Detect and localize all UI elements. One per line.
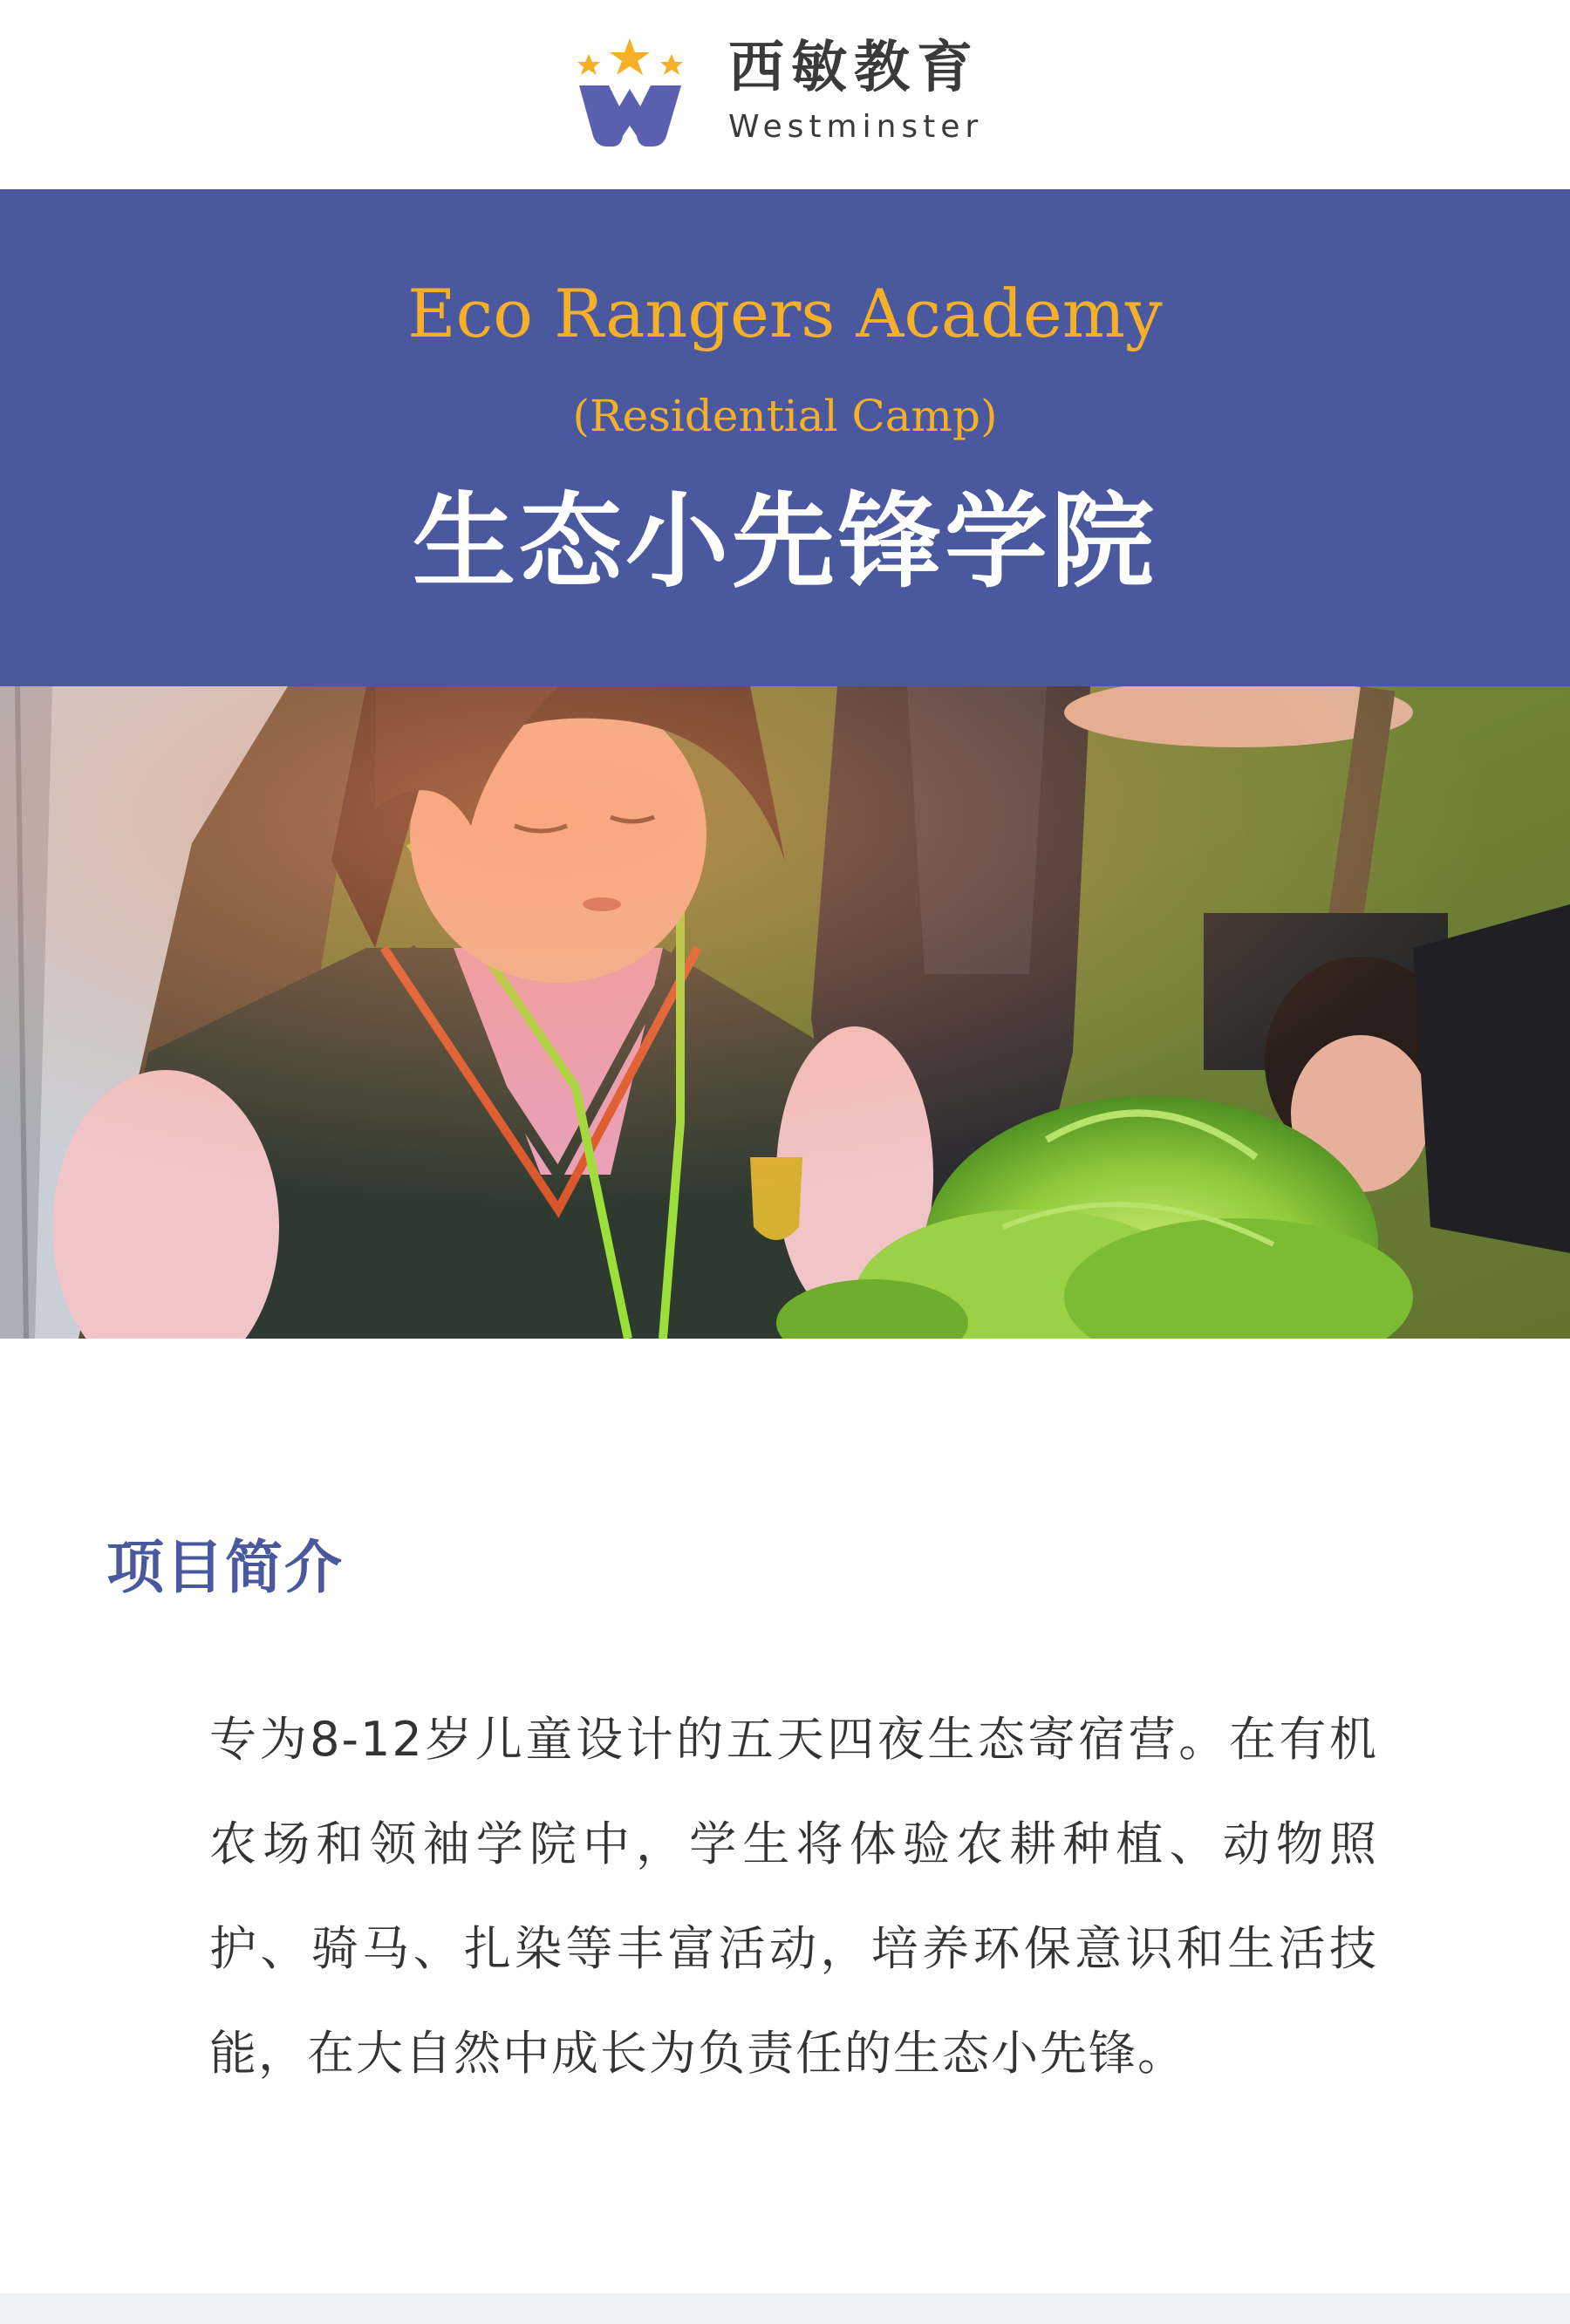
section-heading-intro: 项目简介 bbox=[106, 1534, 344, 1601]
crown-with-stars-icon bbox=[576, 35, 685, 148]
next-section-band bbox=[0, 2293, 1570, 2324]
program-title-cn: 生态小先锋学院 bbox=[412, 481, 1157, 602]
title-banner bbox=[0, 189, 1570, 686]
brand-name-en: Westminster bbox=[728, 109, 984, 145]
brand-logo-text bbox=[728, 36, 984, 145]
top-header bbox=[0, 0, 1570, 189]
program-subtitle: (Residential Camp) bbox=[572, 391, 998, 441]
intro-paragraph: 专为8-12岁儿童设计的五天四夜生态寄宿营。在有机农场和领袖学院中，学生将体验农耕种植、动物照护、骑马、扎染等丰富活动，培养环保意识和生活技能，在大自然中成长为负责任的生态小先锋。 bbox=[209, 1712, 1378, 2081]
program-title-en: Eco Rangers Academy bbox=[407, 275, 1163, 352]
brand-name-cn: 西敏教育 bbox=[728, 36, 980, 100]
children-harvesting-lettuce-photo bbox=[0, 686, 1570, 1339]
